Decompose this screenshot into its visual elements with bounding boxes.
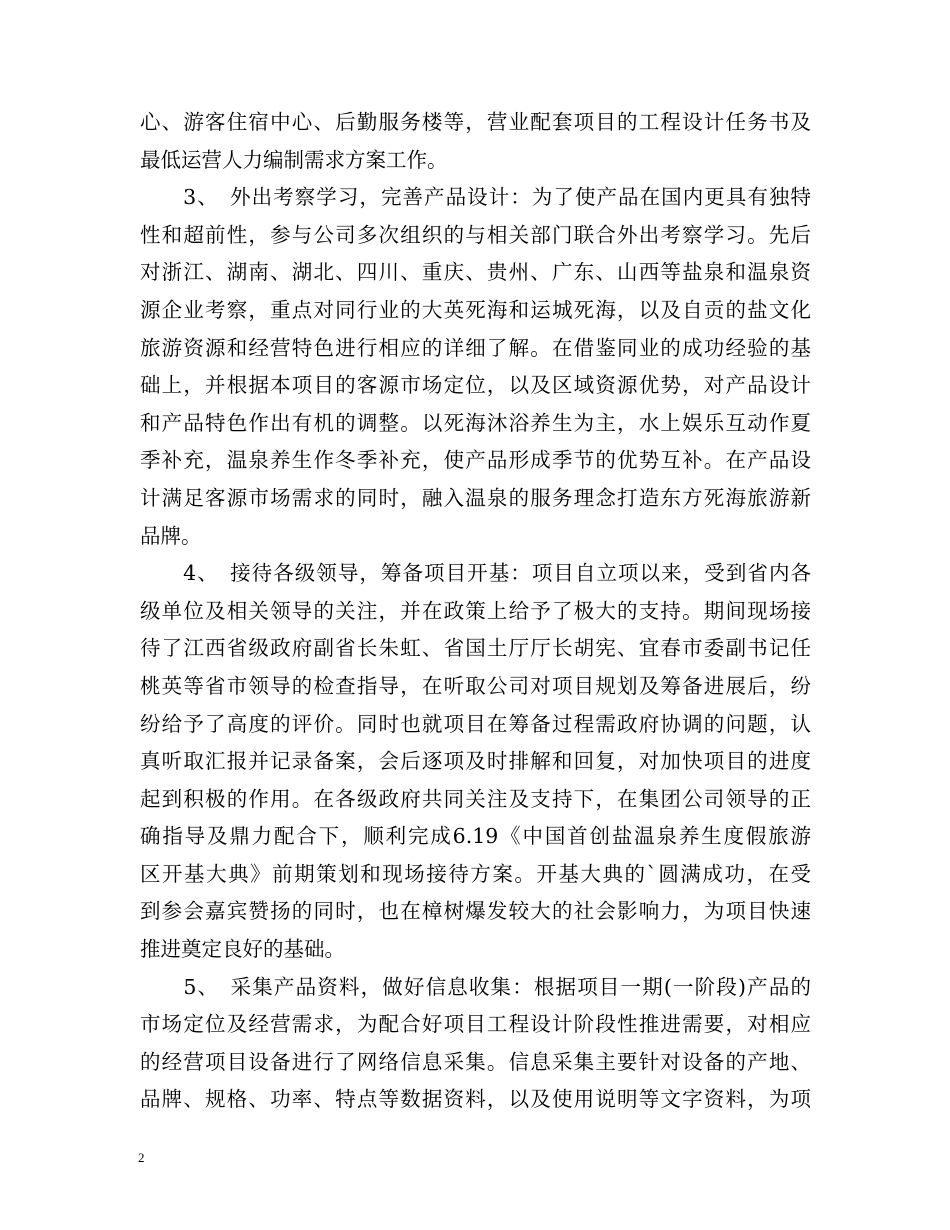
text-line: 起到积极的作用。在各级政府共同关注及支持下，在集团公司领导的正 [140, 786, 811, 811]
body-text [140, 104, 811, 1119]
page-number: 2 [138, 1150, 145, 1165]
text-line: 础上，并根据本项目的客源市场定位，以及区域资源优势，对产品设计 [140, 373, 811, 398]
text-line: 性和超前性，参与公司多次组织的与相关部门联合外出考察学习。先后 [140, 222, 811, 247]
text-line: 对浙江、湖南、湖北、四川、重庆、贵州、广东、山西等盐泉和温泉资 [140, 260, 811, 285]
text-line: 桃英等省市领导的检查指导，在听取公司对项目规划及筹备进展后，纷 [140, 673, 811, 698]
text-line: 的经营项目设备进行了网络信息采集。信息采集主要针对设备的产地、 [140, 1049, 811, 1074]
text-line: 级单位及相关领导的关注，并在政策上给予了极大的支持。期间现场接 [140, 598, 811, 623]
text-line: 区开基大典》前期策划和现场接待方案。开基大典的`圆满成功，在受 [140, 861, 811, 886]
text-line: 品牌、规格、功率、特点等数据资料，以及使用说明等文字资料，为项 [140, 1087, 811, 1112]
text-line: 心、游客住宿中心、后勤服务楼等，营业配套项目的工程设计任务书及 [140, 110, 811, 134]
text-line: 市场定位及经营需求，为配合好项目工程设计阶段性推进需要，对相应 [140, 1012, 811, 1037]
text-line: 真听取汇报并记录备案，会后逐项及时排解和回复，对加快项目的进度 [140, 749, 811, 774]
text-line: 源企业考察，重点对同行业的大英死海和运城死海，以及自贡的盐文化 [140, 297, 811, 322]
text-line: 旅游资源和经营特色进行相应的详细了解。在借鉴同业的成功经验的基 [140, 335, 811, 360]
text-line: 纷给予了高度的评价。同时也就项目在筹备过程需政府协调的问题，认 [140, 711, 811, 736]
text-line: 季补充，温泉养生作冬季补充，使产品形成季节的优势互补。在产品设 [140, 448, 811, 473]
text-line: 3、 外出考察学习，完善产品设计：为了使产品在国内更具有独特 [140, 185, 811, 210]
text-line: 4、 接待各级领导，筹备项目开基：项目自立项以来，受到省内各 [140, 561, 811, 586]
text-line: 5、 采集产品资料，做好信息收集：根据项目一期(一阶段)产品的 [140, 974, 811, 999]
text-line: 推进奠定良好的基础。 [140, 937, 345, 962]
text-line: 和产品特色作出有机的调整。以死海沐浴养生为主，水上娱乐互动作夏 [140, 410, 811, 435]
text-line: 确指导及鼎力配合下，顺利完成6.19《中国首创盐温泉养生度假旅游 [140, 824, 811, 849]
text-line: 到参会嘉宾赞扬的同时，也在樟树爆发较大的社会影响力，为项目快速 [140, 899, 811, 924]
text-line: 计满足客源市场需求的同时，融入温泉的服务理念打造东方死海旅游新 [140, 485, 811, 510]
text-line: 待了江西省级政府副省长朱虹、省国土厅厅长胡宪、宜春市委副书记任 [140, 636, 811, 661]
text-line: 最低运营人力编制需求方案工作。 [140, 147, 448, 172]
text-line: 品牌。 [140, 523, 202, 548]
